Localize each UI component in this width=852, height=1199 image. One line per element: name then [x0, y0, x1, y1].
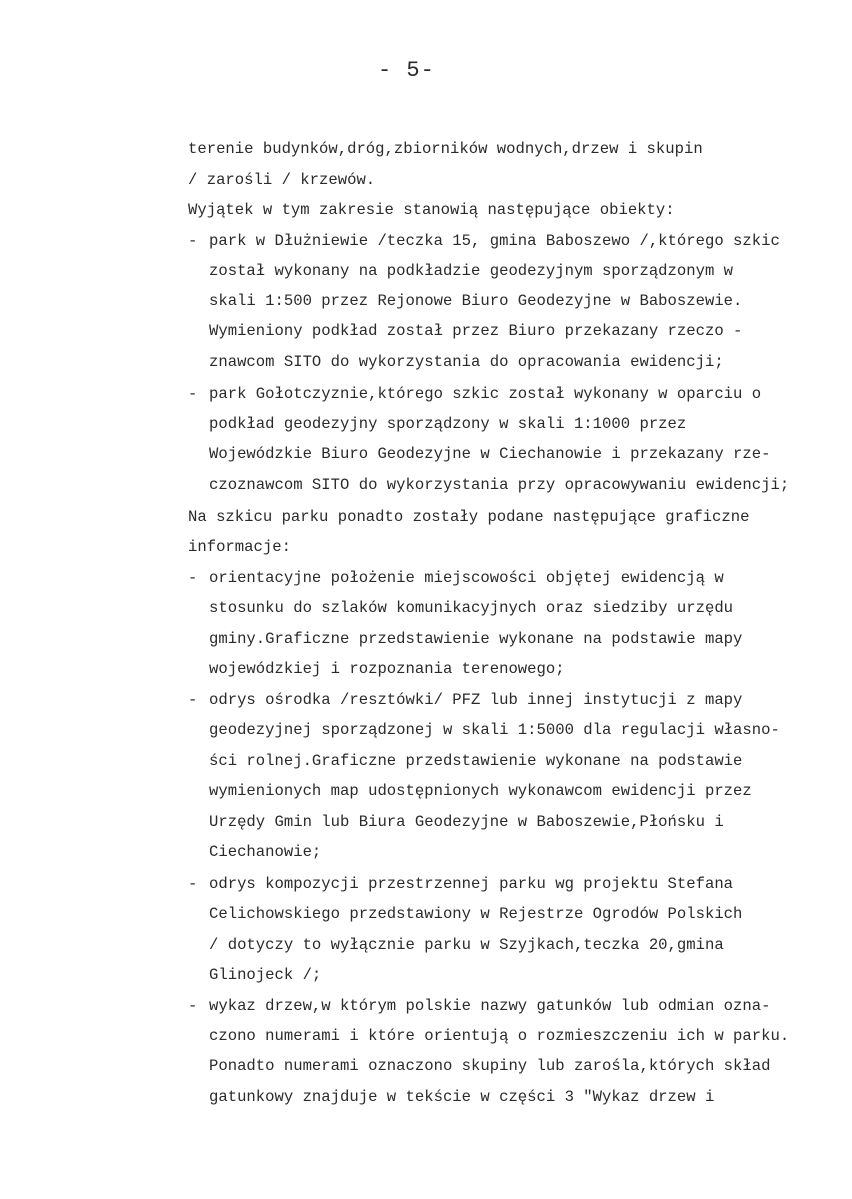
text-line-18: wojewódzkiej i rozpoznania terenowego; [209, 660, 565, 678]
text-line-11: Wojewódzkie Biuro Geodezyjne w Ciechanowie i przekazany rze- [209, 445, 771, 463]
text-line-12: czoznawcom SITO do wykorzystania przy opracowywaniu ewidencji; [209, 476, 790, 494]
text-line-25: odrys kompozycji przestrzennej parku wg projektu Stefana [209, 875, 734, 893]
text-line-15: orientacyjne położenie miejscowości objętej ewidencją w [209, 569, 724, 587]
text-line-13: Na szkicu parku ponadto zostały podane następujące graficzne [188, 508, 750, 526]
text-line-2: / zarośli / krzewów. [188, 171, 376, 189]
text-line-19: odrys ośrodka /resztówki/ PFZ lub innej instytucji z mapy [209, 691, 743, 709]
text-line-1: terenie budynków,dróg,zbiorników wodnych,drzew i skupin [188, 140, 703, 158]
text-line-30: czono numerami i które orientują o rozmieszczeniu ich w parku. [209, 1027, 790, 1045]
text-line-8: znawcom SITO do wykorzystania do opracowania ewidencji; [209, 353, 724, 371]
text-line-6: skali 1:500 przez Rejonowe Biuro Geodezyjne w Baboszewie. [209, 292, 743, 310]
bullet-dash-6: - [188, 997, 198, 1015]
text-line-31: Ponadto numerami oznaczono skupiny lub zarośla,których skład [209, 1057, 771, 1075]
bullet-dash-4: - [188, 691, 198, 709]
text-line-3: Wyjątek w tym zakresie stanowią następujące obiekty: [188, 201, 675, 219]
text-line-28: Glinojeck /; [209, 966, 322, 984]
bullet-dash-5: - [188, 875, 198, 893]
text-line-26: Celichowskiego przedstawiony w Rejestrze Ogrodów Polskich [209, 905, 743, 923]
text-line-5: został wykonany na podkładzie geodezyjnym sporządzonym w [209, 262, 734, 280]
text-line-17: gminy.Graficzne przedstawienie wykonane na podstawie mapy [209, 630, 743, 648]
text-line-7: Wymieniony podkład został przez Biuro przekazany rzeczo - [209, 322, 743, 340]
text-line-29: wykaz drzew,w którym polskie nazwy gatunków lub odmian ozna- [209, 997, 771, 1015]
text-line-21: ści rolnej.Graficzne przedstawienie wykonane na podstawie [209, 752, 743, 770]
text-line-23: Urzędy Gmin lub Biura Geodezyjne w Baboszewie,Płońsku i [209, 813, 724, 831]
text-line-10: podkład geodezyjny sporządzony w skali 1:1000 przez [209, 415, 687, 433]
text-line-9: park Gołotczyznie,którego szkic został wykonany w oparciu o [209, 385, 762, 403]
bullet-dash-3: - [188, 569, 198, 587]
text-line-27: / dotyczy to wyłącznie parku w Szyjkach,teczka 20,gmina [209, 936, 724, 954]
text-line-14: informacje: [188, 538, 291, 556]
text-line-20: geodezyjnej sporządzonej w skali 1:5000 dla regulacji własno- [209, 721, 780, 739]
page-number: - 5- [378, 58, 435, 83]
bullet-dash-1: - [188, 232, 198, 250]
bullet-dash-2: - [188, 385, 198, 403]
text-line-4: park w Dłużniewie /teczka 15, gmina Baboszewo /,którego szkic [209, 232, 780, 250]
text-line-16: stosunku do szlaków komunikacyjnych oraz siedziby urzędu [209, 599, 734, 617]
text-line-24: Ciechanowie; [209, 843, 322, 861]
text-line-32: gatunkowy znajduje w tekście w części 3 "Wykaz drzew i [209, 1088, 715, 1106]
text-line-22: wymienionych map udostępnionych wykonawcom ewidencji przez [209, 782, 752, 800]
